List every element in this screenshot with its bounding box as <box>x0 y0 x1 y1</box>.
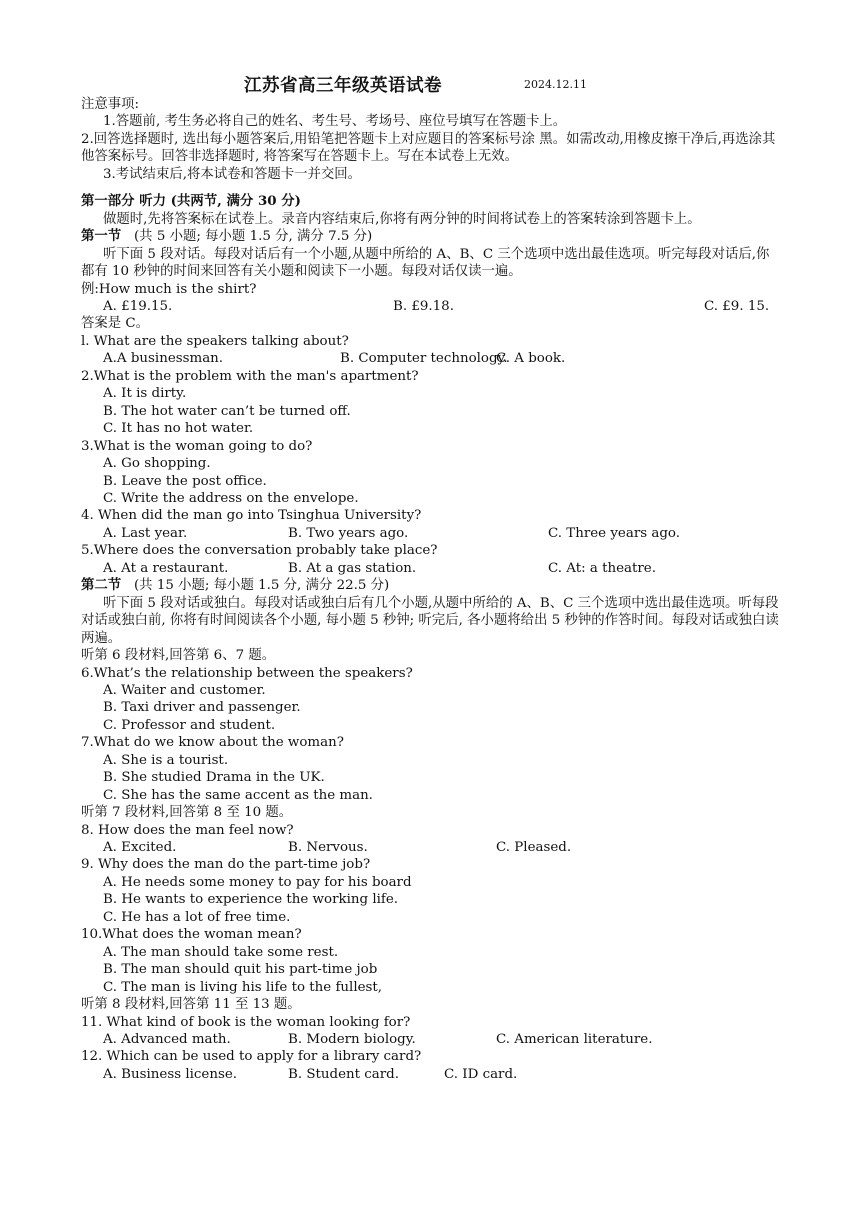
option-a: A. Business license. <box>103 1066 238 1082</box>
question-4: 4. When did the man go into Tsinghua University? <box>81 508 422 524</box>
notes-heading: 注意事项: <box>81 97 140 112</box>
option-b: B. He wants to experience the working life. <box>103 892 399 908</box>
option-a: A. Excited. <box>103 840 177 856</box>
section2-heading <box>81 577 781 594</box>
example-question: 例:How much is the shirt? <box>81 281 257 297</box>
option-a: A. Go shopping. <box>103 456 211 472</box>
question-8: 8. How does the man feel now? <box>81 822 294 838</box>
option-c: C. Pleased. <box>496 840 572 856</box>
option-c: C. She has the same accent as the man. <box>103 787 373 803</box>
option-c: C. It has no hot water. <box>103 421 254 437</box>
question-6: 6.What’s the relationship between the speakers? <box>81 665 413 681</box>
option-b: B. Taxi driver and passenger. <box>103 700 301 716</box>
option-c: C. The man is living his life to the fullest, <box>103 979 383 995</box>
option-b: B. £9.18. <box>393 298 454 314</box>
example-answer: 答案是 C。 <box>81 316 150 332</box>
option-c: C. ID card. <box>444 1066 518 1082</box>
question-1: l. What are the speakers talking about? <box>81 333 349 349</box>
exam-title: 江苏省高三年级英语试卷 <box>244 76 442 96</box>
question-9: 9. Why does the man do the part-time job? <box>81 857 371 873</box>
section1-intro-text: 听下面 5 段对话。每段对话后有一个小题,从题中所给的 A、B、C 三个选项中选出最佳选项。听完每段对话后,你都有 10 秒钟的时间来回答有关小题和阅读下一小题。每段对话仅读一遍。 <box>81 246 770 280</box>
example-options <box>81 298 781 315</box>
option-c: C. Professor and student. <box>103 717 276 733</box>
question-5-options <box>81 560 781 577</box>
part1-intro <box>81 211 781 228</box>
question-5: 5.Where does the conversation probably take place? <box>81 543 438 559</box>
option-b: B. Two years ago. <box>288 525 409 541</box>
section1-label: 第一节 <box>81 228 122 245</box>
option-b: B. Leave the post office. <box>103 473 267 489</box>
question-12-options <box>81 1066 781 1083</box>
option-b: B. Modern biology. <box>288 1032 416 1048</box>
note-item: 2.回答选择题时, 选出每小题答案后,用铅笔把答题卡上对应题目的答案标号涂 黑。如需改动,用橡皮擦干净后,再选涂其他答案标号。回答非选择题时, 将答案写在答题卡上。写在本试卷上无效。 <box>81 131 776 165</box>
option-c: C. A book. <box>496 351 566 367</box>
option-b: B. Nervous. <box>288 840 368 856</box>
option-c: C. Write the address on the envelope. <box>103 490 359 506</box>
section1-intro <box>81 246 781 281</box>
header <box>0 72 860 94</box>
option-b: B. The man should quit his part-time job <box>103 962 378 978</box>
option-b: B. At a gas station. <box>288 560 417 576</box>
note-item: 3.考试结束后,将本试卷和答题卡一并交回。 <box>103 166 362 182</box>
option-a: A. It is dirty. <box>103 386 187 402</box>
option-b: B. The hot water can’t be turned off. <box>103 403 351 419</box>
question-11-options <box>81 1031 781 1048</box>
option-b: B. Computer technology. <box>340 351 508 367</box>
material-8: 听第 8 段材料,回答第 11 至 13 题。 <box>81 997 301 1013</box>
question-11: 11. What kind of book is the woman looking for? <box>81 1014 411 1030</box>
option-a: A. He needs some money to pay for his board <box>103 874 412 890</box>
question-12: 12. Which can be used to apply for a library card? <box>81 1049 422 1065</box>
option-a: A. £19.15. <box>103 298 173 314</box>
option-a: A.A businessman. <box>103 351 224 367</box>
option-a: A. She is a tourist. <box>103 752 229 768</box>
part1-intro-text: 做题时,先将答案标在试卷上。录音内容结束后,你将有两分钟的时间将试卷上的答案转涂到答题卡上。 <box>103 211 701 227</box>
part1-heading: 第一部分 听力 (共两节, 满分 30 分) <box>81 193 301 210</box>
question-3: 3.What is the woman going to do? <box>81 438 313 454</box>
option-a: A. The man should take some rest. <box>103 944 339 960</box>
section2-label: 第二节 <box>81 577 122 594</box>
exam-date: 2024.12.11 <box>524 78 587 91</box>
option-b: B. Student card. <box>288 1066 400 1082</box>
option-c: C. Three years ago. <box>548 525 680 541</box>
section2-info: (共 15 小题; 每小题 1.5 分, 满分 22.5 分) <box>133 578 390 594</box>
material-7: 听第 7 段材料,回答第 8 至 10 题。 <box>81 805 293 821</box>
question-7: 7.What do we know about the woman? <box>81 735 344 751</box>
section2-intro-text: 听下面 5 段对话或独白。每段对话或独白后有几个小题,从题中所给的 A、B、C 三个选项中选出最佳选项。听每段对话或独白前, 你将有时间阅读各个小题, 每小题 5 秒钟; 听完后, 各小题将给出 5 秒钟的作答时间。每段对话或独白读两遍。 <box>81 595 779 646</box>
option-a: A. Advanced math. <box>103 1032 231 1048</box>
question-4-options <box>81 525 781 542</box>
note-item: 1.答题前, 考生务必将自己的姓名、考生号、考场号、座位号填写在答题卡上。 <box>103 114 567 130</box>
option-b: B. She studied Drama in the UK. <box>103 770 325 786</box>
exam-body <box>81 96 781 1083</box>
question-1-options <box>81 350 781 367</box>
option-c: C. At: a theatre. <box>548 560 656 576</box>
option-c: C. £9. 15. <box>704 298 770 314</box>
section1-info: (共 5 小题; 每小题 1.5 分, 满分 7.5 分) <box>133 229 373 245</box>
option-c: C. He has a lot of free time. <box>103 909 291 925</box>
material-6: 听第 6 段材料,回答第 6、7 题。 <box>81 648 276 664</box>
option-a: A. Last year. <box>103 525 188 541</box>
option-a: A. At a restaurant. <box>103 560 229 576</box>
question-8-options <box>81 839 781 856</box>
question-2: 2.What is the problem with the man's apartment? <box>81 368 419 384</box>
section1-heading <box>81 228 781 245</box>
option-a: A. Waiter and customer. <box>103 682 266 698</box>
question-10: 10.What does the woman mean? <box>81 927 302 943</box>
section2-intro <box>81 595 781 647</box>
option-c: C. American literature. <box>496 1032 653 1048</box>
